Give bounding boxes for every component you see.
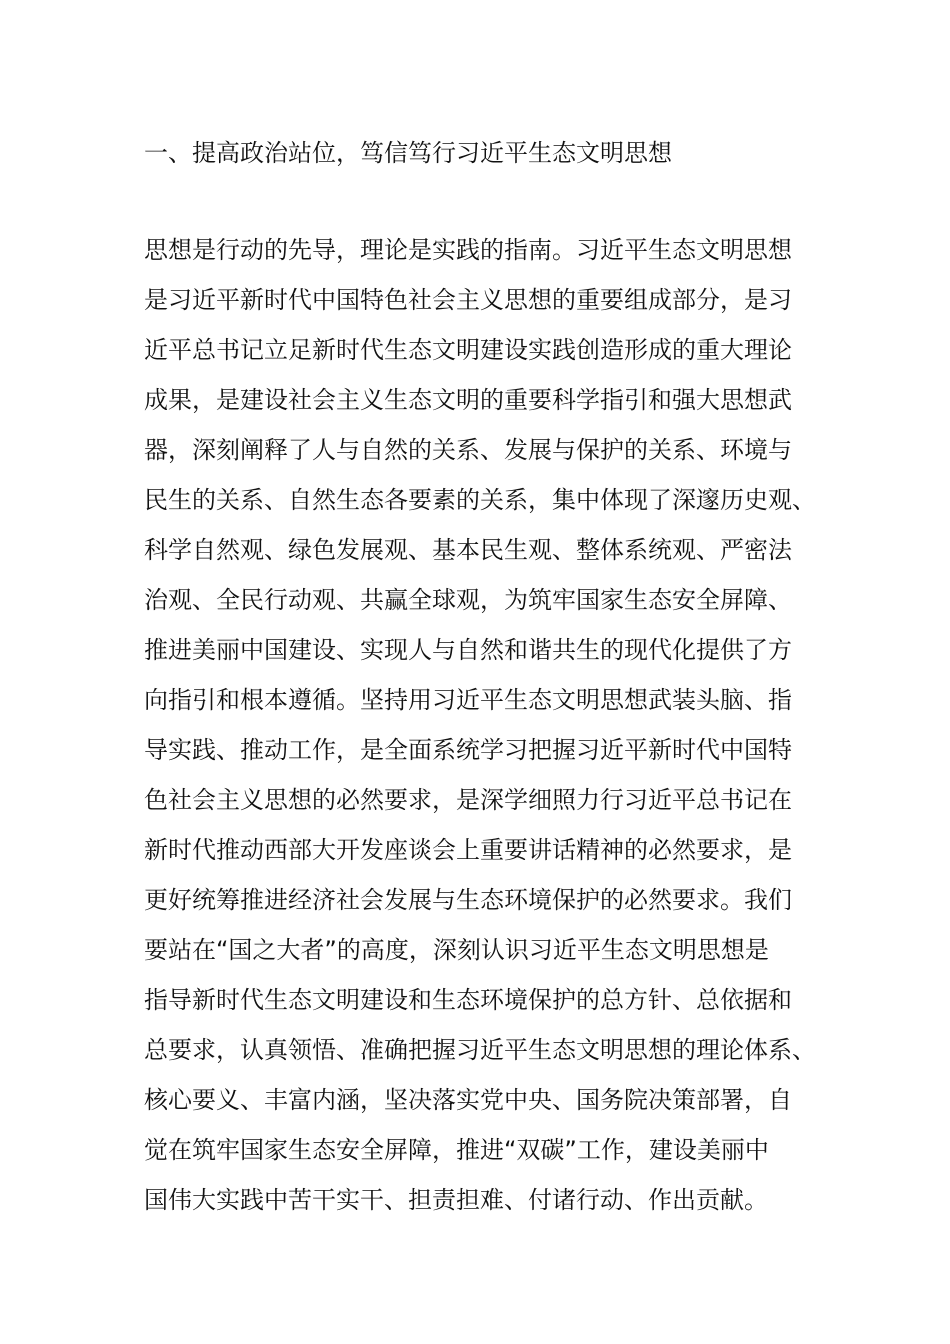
paragraph-line: 民生的关系、自然生态各要素的关系，集中体现了深邃历史观、 xyxy=(144,486,816,514)
section-heading: 一、提高政治站位，笃信笃行习近平生态文明思想 xyxy=(144,139,672,167)
paragraph-line: 推进美丽中国建设、实现人与自然和谐共生的现代化提供了方 xyxy=(144,636,792,664)
paragraph-line: 器，深刻阐释了人与自然的关系、发展与保护的关系、环境与 xyxy=(144,436,792,464)
paragraph-line: 科学自然观、绿色发展观、基本民生观、整体系统观、严密法 xyxy=(144,536,792,564)
paragraph-line: 色社会主义思想的必然要求，是深学细照力行习近平总书记在 xyxy=(144,786,792,814)
paragraph-line: 核心要义、丰富内涵，坚决落实党中央、国务院决策部署，自 xyxy=(144,1086,792,1114)
paragraph-line: 指导新时代生态文明建设和生态环境保护的总方针、总依据和 xyxy=(144,986,792,1014)
paragraph-line: 是习近平新时代中国特色社会主义思想的重要组成部分，是习 xyxy=(144,286,792,314)
paragraph-line: 近平总书记立足新时代生态文明建设实践创造形成的重大理论 xyxy=(144,336,792,364)
paragraph-line: 导实践、推动工作，是全面系统学习把握习近平新时代中国特 xyxy=(144,736,792,764)
paragraph-line: 更好统筹推进经济社会发展与生态环境保护的必然要求。我们 xyxy=(144,886,792,914)
paragraph-line: 新时代推动西部大开发座谈会上重要讲话精神的必然要求，是 xyxy=(144,836,792,864)
paragraph-line: 成果，是建设社会主义生态文明的重要科学指引和强大思想武 xyxy=(144,386,792,414)
paragraph-line: 总要求，认真领悟、准确把握习近平生态文明思想的理论体系、 xyxy=(144,1036,816,1064)
body-paragraph xyxy=(144,230,824,1230)
paragraph-line: 觉在筑牢国家生态安全屏障，推进“双碳”工作，建设美丽中 xyxy=(144,1136,769,1164)
paragraph-line: 国伟大实践中苦干实干、担责担难、付诸行动、作出贡献。 xyxy=(144,1186,768,1214)
paragraph-line: 思想是行动的先导，理论是实践的指南。习近平生态文明思想 xyxy=(144,236,792,264)
paragraph-line: 治观、全民行动观、共赢全球观，为筑牢国家生态安全屏障、 xyxy=(144,586,792,614)
paragraph-line: 要站在“国之大者”的高度，深刻认识习近平生态文明思想是 xyxy=(144,936,769,964)
paragraph-line: 向指引和根本遵循。坚持用习近平生态文明思想武装头脑、指 xyxy=(144,686,792,714)
